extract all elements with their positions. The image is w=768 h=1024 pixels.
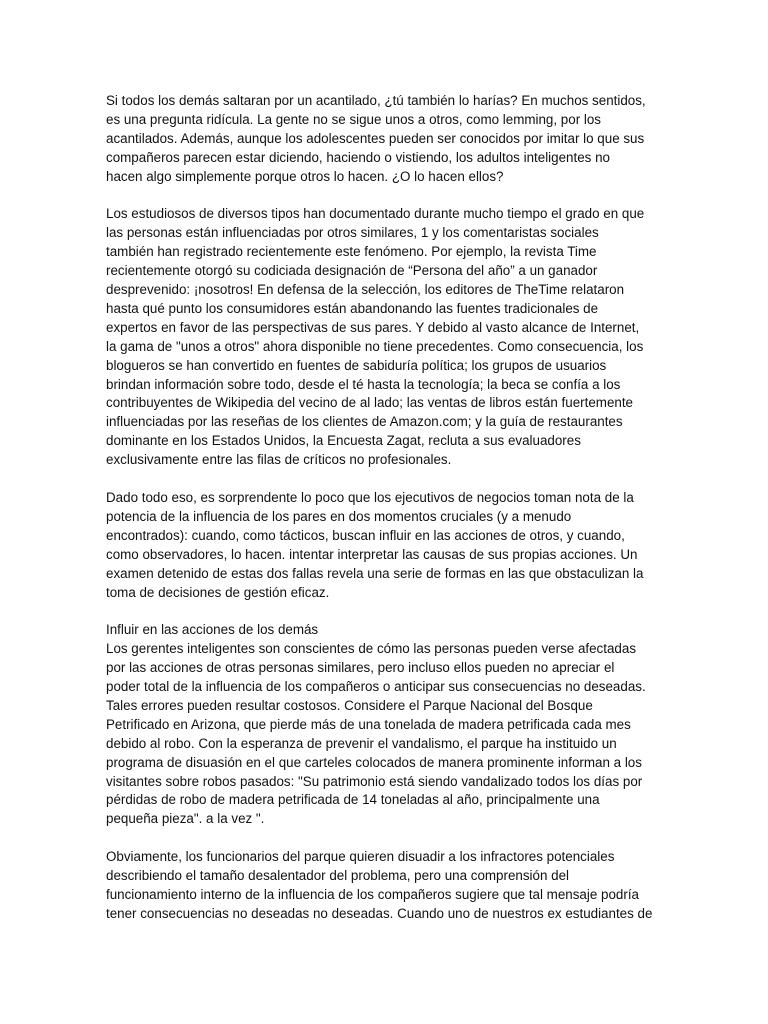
paragraph-executives: Dado todo eso, es sorprendente lo poco que los ejecutivos de negocios toman nota de la potencia de la influencia de los pares en dos momentos cruciales (y a menudo encontrados): cuando, como tácticos, buscan influir en las acciones de otros, y cuando, como observadores, lo hacen. intentar interpretar las causas de sus propias acciones. Un examen detenido de estas dos fallas revela una serie de formas en las que obstaculizan la toma de decisiones de gestión eficaz. xyxy=(106,490,644,600)
section-heading: Influir en las acciones de los demás xyxy=(106,622,319,638)
paragraph-park-officials: Obviamente, los funcionarios del parque quieren disuadir a los infractores potenciales describiendo el tamaño desalentador del problema, pero una comprensión del funcionamiento interno de la influencia de los compañeros sugiere que tal mensaje podría tener consecuencias no deseadas no deseadas. Cuando uno de nuestros ex estudiantes de xyxy=(106,849,653,921)
paragraph-managers: Los gerentes inteligentes son conscientes de cómo las personas pueden verse afectadas por las acciones de otras personas similares, pero incluso ellos pueden no apreciar el poder total de la influencia de los compañeros o anticipar sus consecuencias no deseadas. Tales errores pueden resultar costosos. Considere el Parque Nacional del Bosque Petrificado en Arizona, que pierde más de una tonelada de madera petrificada cada mes debido al robo. Con la esperanza de prevenir el vandalismo, el parque ha instituido un programa de disuasión en el que carteles colocados de manera prominente informan a los visitantes sobre robos pasados: "Su patrimonio está siendo vandalizado todos los días por pérdidas de robo de madera petrificada de 14 toneladas al año, principalmente una pequeña pieza". a la vez ". xyxy=(106,641,646,827)
document-page xyxy=(106,92,662,943)
paragraph-scholars: Los estudiosos de diversos tipos han documentado durante mucho tiempo el grado en que las personas están influenciadas por otros similares, 1 y los comentaristas sociales también han registrado recientemente este fenómeno. Por ejemplo, la revista Time recientemente otorgó su codiciada designación de “Persona del año” a un ganador desprevenido: ¡nosotros! En defensa de la selección, los editores de TheTime relataron hasta qué punto los consumidores están abandonando las fuentes tradicionales de expertos en favor de las perspectivas de sus pares. Y debido al vasto alcance de Internet, la gama de "unos a otros" ahora disponible no tiene precedentes. Como consecuencia, los blogueros se han convertido en fuentes de sabiduría política; los grupos de usuarios brindan información sobre todo, desde el té hasta la tecnología; la beca se confía a los contribuyentes de Wikipedia del vecino de al lado; las ventas de libros están fuertemente influenciadas por las reseñas de los clientes de Amazon.com; y la guía de restaurantes dominante en los Estados Unidos, la Encuesta Zagat, recluta a sus evaluadores exclusivamente entre las filas de críticos no profesionales. xyxy=(106,206,645,468)
paragraph-intro: Si todos los demás saltaran por un acantilado, ¿tú también lo harías? En muchos sentidos, es una pregunta ridícula. La gente no se sigue unos a otros, como lemming, por los acantilados. Además, aunque los adolescentes pueden ser conocidos por imitar lo que sus compañeros parecen estar diciendo, haciendo o vistiendo, los adultos inteligentes no hacen algo simplemente porque otros lo hacen. ¿O lo hacen ellos? xyxy=(106,93,646,184)
